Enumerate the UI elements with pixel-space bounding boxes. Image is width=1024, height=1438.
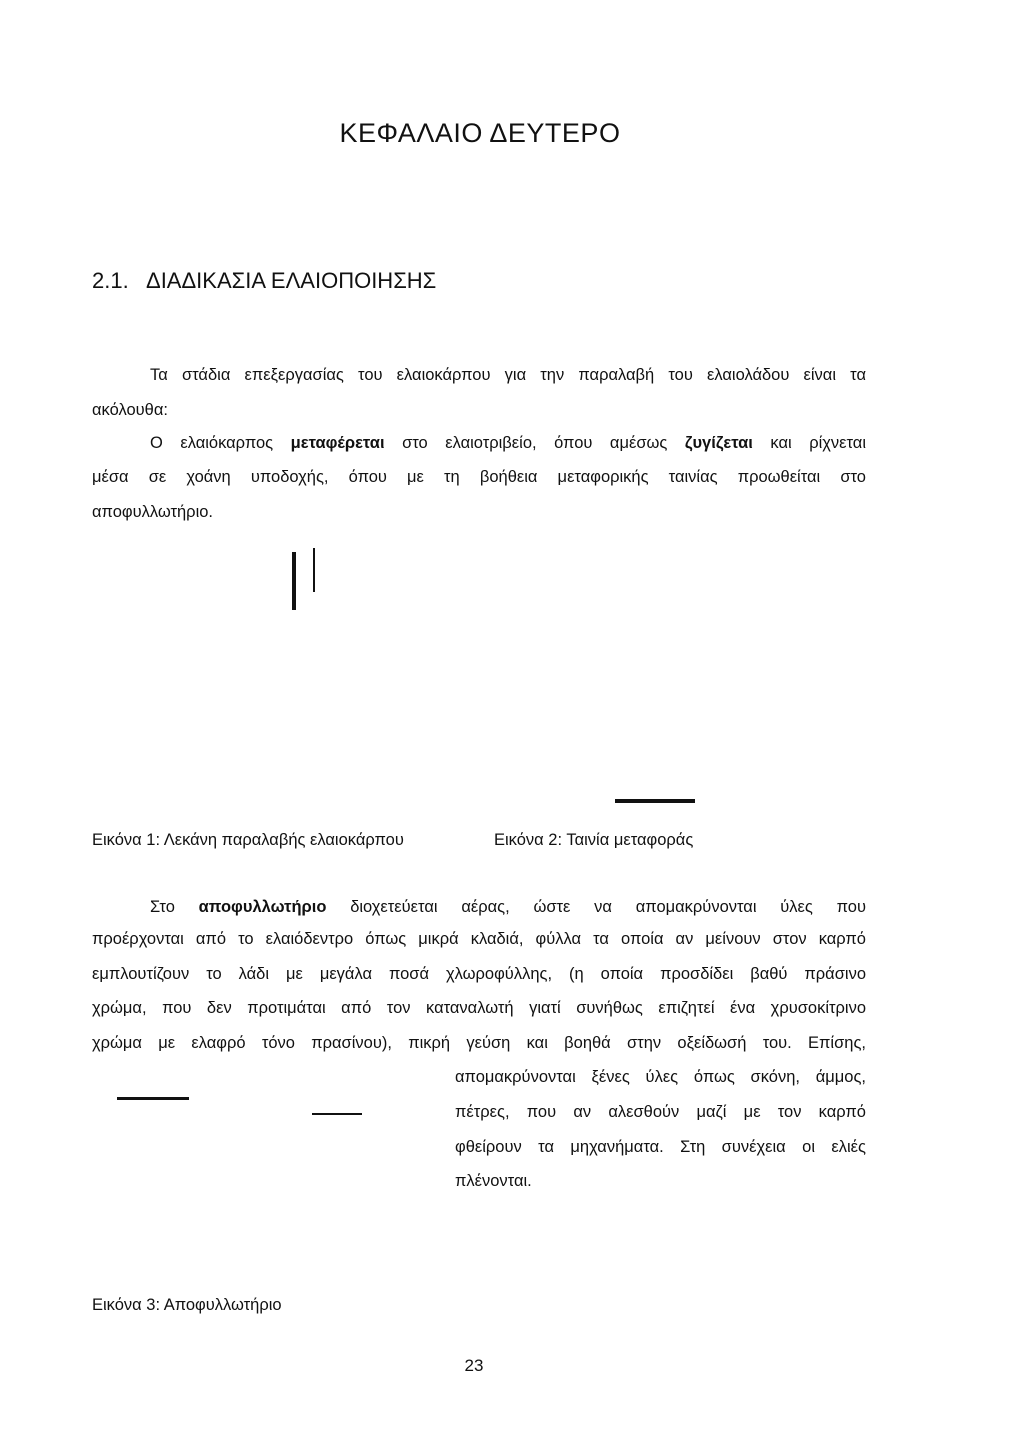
paragraph-2-line-3: εμπλουτίζουν το λάδι με μεγάλα ποσά χλωροφύλλης, (η οποία προσδίδει βαθύ πράσινο [92, 965, 866, 983]
chapter-title: ΚΕΦΑΛΑΙΟ ΔΕΥΤΕΡΟ [339, 118, 621, 148]
p1-bold-weighed: ζυγίζεται [684, 434, 753, 452]
section-title: ΔΙΑΔΙΚΑΣΙΑ ΕΛΑΙΟΠΟΙΗΣΗΣ [146, 268, 437, 293]
paragraph-2-line-4: χρώμα, που δεν προτιμάται από τον καταναλωτή γιατί συνήθως επιζητεί ένα χρυσοκίτρινο [92, 999, 866, 1017]
paragraph-2-line-8: φθείρουν τα μηχανήματα. Στη συνέχεια οι ελιές [455, 1138, 866, 1156]
p1-text-e: και ρίχνεται [752, 434, 866, 452]
figure-1-residue-mark [292, 552, 296, 610]
intro-line-2: ακόλουθα: [92, 401, 168, 419]
intro-line-1: Τα στάδια επεξεργασίας του ελαιοκάρπου για την παραλαβή του ελαιολάδου είναι τα [150, 366, 866, 384]
figure-3-caption: Εικόνα 3: Αποφυλλωτήριο [92, 1296, 282, 1314]
section-number: 2.1. [92, 268, 129, 293]
figure-1-caption: Εικόνα 1: Λεκάνη παραλαβής ελαιοκάρπου [92, 831, 404, 849]
paragraph-2-line-2: προέρχονται από το ελαιόδεντρο όπως μικρά κλαδιά, φύλλα τα οποία αν μείνουν στον καρπό [92, 930, 866, 948]
section-heading [92, 268, 436, 294]
page-number: 23 [464, 1356, 484, 1375]
p1-text-a: Ο ελαιόκαρπος [150, 434, 291, 452]
p1-bold-transported: μεταφέρεται [290, 434, 385, 452]
paragraph-2-line-9: πλένονται. [455, 1172, 532, 1190]
paragraph-1-line-2: μέσα σε χοάνη υποδοχής, όπου με τη βοήθεια μεταφορικής ταινίας προωθείται στο [92, 468, 866, 486]
p1-text-c: στο ελαιοτριβείο, όπου αμέσως [384, 434, 685, 452]
paragraph-1-line-3: αποφυλλωτήριο. [92, 503, 213, 521]
paragraph-2-line-1 [150, 898, 866, 917]
paragraph-1-line-1 [150, 434, 866, 453]
paragraph-2-line-5: χρώμα με ελαφρό τόνο πρασίνου), πικρή γεύση και βοηθά στην οξείδωσή του. Επίσης, [92, 1034, 866, 1052]
paragraph-2-line-6: απομακρύνονται ξένες ύλες όπως σκόνη, άμμος, [455, 1068, 866, 1086]
figure-1-residue-mark-2 [313, 548, 315, 592]
figure-2-caption: Εικόνα 2: Ταινία μεταφοράς [494, 831, 694, 849]
figure-3-residue-mark [117, 1097, 189, 1100]
figure-3-residue-mark-2 [312, 1113, 362, 1115]
figure-2-residue-mark [615, 799, 695, 803]
paragraph-2-line-7: πέτρες, που αν αλεσθούν μαζί με τον καρπό [455, 1103, 866, 1121]
p2-bold-defoliator: αποφυλλωτήριο [198, 898, 327, 916]
p2-text-c: διοχετεύεται αέρας, ώστε να απομακρύνονται ύλες που [326, 898, 866, 916]
p2-text-a: Στο [150, 898, 199, 916]
